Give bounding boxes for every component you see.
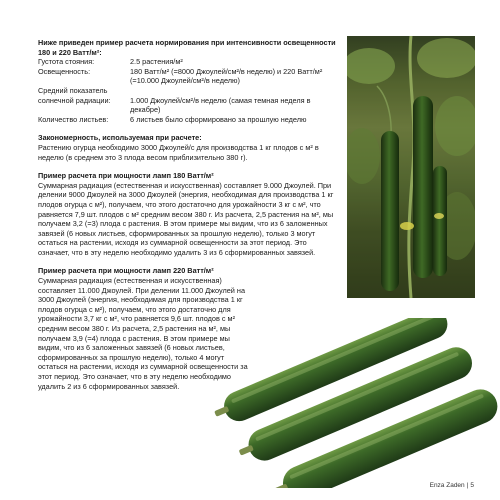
rule-text: Растению огурца необходимо 3000 Джоулей/с для производства 1 кг плодов с м² в неделю (в среднем это 3 плода весом приблизительно 380 г). xyxy=(38,142,319,162)
intro-heading: Ниже приведен пример расчета нормирования при интенсивности освещенности 180 и 220 Ватт/м²: xyxy=(38,38,336,57)
cucumber-plant-image xyxy=(347,36,475,298)
param-key: Освещенность: xyxy=(38,66,91,76)
page-number: 5 xyxy=(470,482,474,489)
example-220-heading: Пример расчета при мощности ламп 220 Ватт/м² xyxy=(38,266,214,276)
cucumbers-image xyxy=(214,318,500,488)
footer-separator: | xyxy=(466,482,469,489)
param-value xyxy=(130,86,338,96)
param-value: 2.5 растения/м² xyxy=(130,57,183,67)
param-key: Количество листьев: xyxy=(38,114,109,124)
param-key: солнечной радиации: xyxy=(38,95,111,105)
rule-heading: Закономерность, используемая при расчете: xyxy=(38,133,202,143)
cucumber-plant-photo xyxy=(347,36,475,298)
example-220-text: Суммарная радиация (естественная и искусственная) составляет 11.000 Джоулей. При делении 11.000 Джоулей на 3000 Джоулей (энергия, необходимая для производства 1 кг плодов огурца с м²), получаем, что этого достаточно для урожайности 3,7 кг с м², что равняется 9,6 шт. плодов с м² средним весом 380 г. Из расчета, 2,5 растения на м², мы получаем 3,9 (=4) плода с растения. В этом примере мы видим, что из 6 заложенных завязей (6 новых листьев, сформированных за прошлую неделю), только 4 могут остаться на растении, исходя из суммарной освещенности за этот период. Это означает, что в эту неделю необходимо удалить 2 из 6 сформированных завязей. xyxy=(38,276,248,391)
param-key: Густота стояния: xyxy=(38,57,95,67)
page-footer xyxy=(430,482,474,489)
example-180-text: Суммарная радиация (естественная и искусственная) составляет 9.000 Джоулей. При делении 9000 Джоулей на 3000 Джоулей (энергия, необходимая для производства 1 кг плодов огурца с м²), получаем, что этого достаточно для урожайности 3 кг с м², что равняется 7,9 шт. плодов с м² средним весом 380 г. Из расчета, 2,5 растения на м², мы получаем 3,2 (=3) плода с растения. В этом примере мы видим, что из 6 заложенных завязей (6 новых листьев, сформированных за прошлую неделю), только 3 могут остаться на растении, исходя из суммарной освещенности за этот период. Это означает, что в эту неделю необходимо удалить 3 из 6 сформированных завязей. xyxy=(38,180,334,257)
brand-name: Enza Zaden xyxy=(429,482,465,489)
param-value: 1.000 Джоулей/см²/в неделю (самая темная неделя в декабре) xyxy=(130,95,311,115)
cucumbers-photo xyxy=(214,318,500,488)
param-key: Средний показатель xyxy=(38,85,108,95)
param-value: 6 листьев было сформировано за прошлую неделю xyxy=(130,114,307,124)
example-180-heading: Пример расчета при мощности ламп 180 Ватт/м² xyxy=(38,171,214,181)
parameters-list xyxy=(38,57,338,124)
param-value: 180 Ватт/м² (=8000 Джоулей/см²/в неделю) и 220 Ватт/м² (=10.000 Джоулей/см²/в неделю) xyxy=(130,66,323,86)
